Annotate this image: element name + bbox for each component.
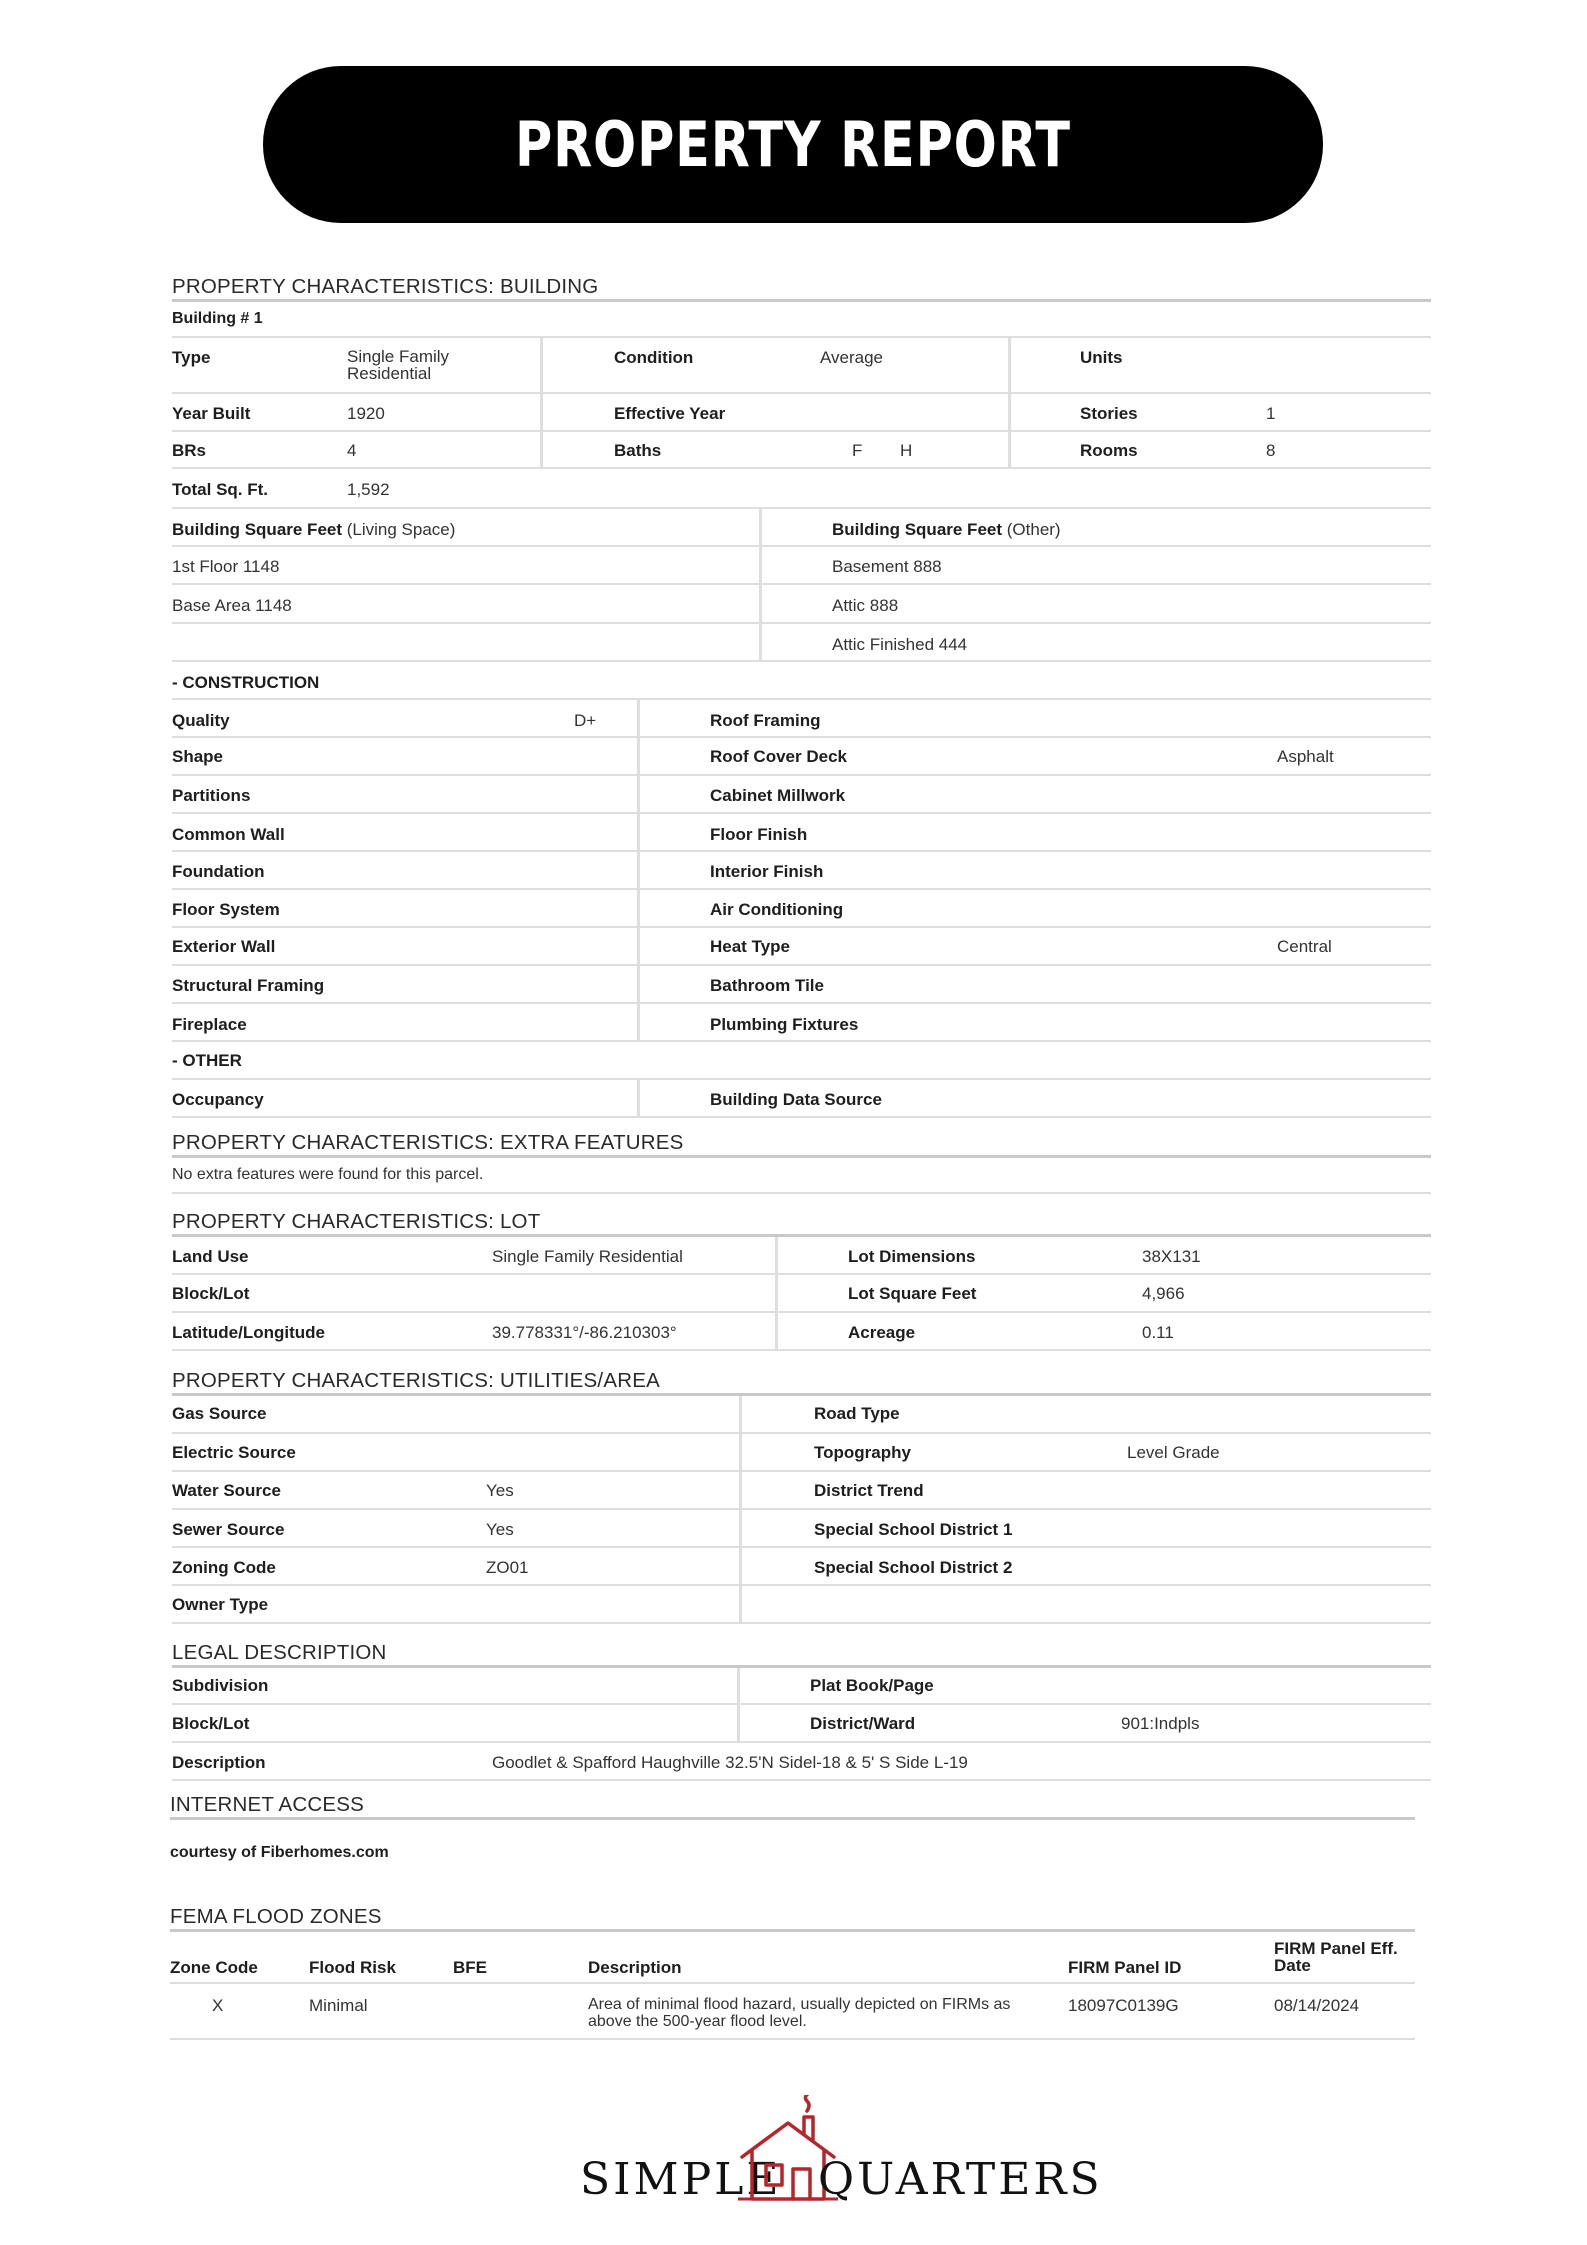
construction-row bbox=[172, 890, 1431, 928]
description-label: Description bbox=[172, 1753, 266, 1772]
other-row bbox=[172, 1080, 1431, 1118]
brs-value: 4 bbox=[347, 441, 357, 460]
legal-title: LEGAL DESCRIPTION bbox=[172, 1638, 1431, 1668]
baths-half: H bbox=[900, 441, 913, 460]
lot-left-value: Single Family Residential bbox=[492, 1247, 683, 1266]
sqft-row bbox=[172, 585, 1431, 624]
column-divider bbox=[637, 1004, 640, 1042]
fema-zone: X bbox=[212, 1996, 224, 2015]
other-item: Attic 888 bbox=[832, 596, 899, 615]
construction-rows bbox=[172, 700, 1431, 1042]
construction-left-label: Partitions bbox=[172, 786, 251, 805]
fema-panel-id: 18097C0139G bbox=[1068, 1996, 1179, 2015]
fema-header-bfe: BFE bbox=[453, 1958, 487, 1977]
utilities-title: PROPERTY CHARACTERISTICS: UTILITIES/AREA bbox=[172, 1366, 1431, 1396]
report-title-banner bbox=[263, 66, 1323, 223]
column-divider bbox=[637, 890, 640, 928]
lot-left-label: Land Use bbox=[172, 1247, 249, 1266]
extra-features-row bbox=[172, 1158, 1431, 1194]
fema-risk: Minimal bbox=[309, 1996, 368, 2015]
other-header: - OTHER bbox=[172, 1051, 242, 1070]
column-divider bbox=[739, 1472, 742, 1510]
logo-word-left: SIMPLE bbox=[580, 2154, 782, 2205]
total-sqft-value: 1,592 bbox=[347, 480, 390, 499]
construction-right-label: Roof Cover Deck bbox=[710, 747, 847, 766]
condition-value: Average bbox=[820, 348, 884, 367]
column-divider bbox=[637, 700, 640, 738]
living-space-label: Building Square Feet (Living Space) bbox=[172, 520, 456, 539]
utilities-row bbox=[172, 1434, 1431, 1472]
column-divider bbox=[739, 1548, 742, 1586]
column-divider bbox=[759, 509, 762, 547]
utilities-right-label: Topography bbox=[814, 1443, 911, 1462]
fema-description: Area of minimal flood hazard, usually depicted on FIRMs as above the 500-year flood level. bbox=[588, 1996, 1011, 2030]
construction-left-label: Exterior Wall bbox=[172, 937, 276, 956]
year-built-value: 1920 bbox=[347, 404, 385, 423]
construction-right-label: Interior Finish bbox=[710, 862, 824, 881]
column-divider bbox=[737, 1705, 740, 1743]
utilities-left-label: Gas Source bbox=[172, 1404, 267, 1423]
lot-row bbox=[172, 1275, 1431, 1313]
column-divider bbox=[775, 1275, 778, 1313]
construction-row bbox=[172, 738, 1431, 776]
lot-right-value: 38X131 bbox=[1142, 1247, 1201, 1266]
column-divider bbox=[637, 928, 640, 966]
other-space-label: Building Square Feet (Other) bbox=[832, 520, 1061, 539]
construction-right-label: Heat Type bbox=[710, 937, 790, 956]
column-divider bbox=[739, 1510, 742, 1548]
construction-row bbox=[172, 1004, 1431, 1042]
other-item: Basement 888 bbox=[832, 557, 942, 576]
fema-header-date: FIRM Panel Eff. Date bbox=[1274, 1939, 1398, 1975]
column-divider bbox=[637, 814, 640, 852]
construction-right-value: Asphalt bbox=[1277, 747, 1334, 766]
internet-body bbox=[170, 1820, 1415, 1884]
column-divider bbox=[540, 432, 543, 469]
fema-header-description: Description bbox=[588, 1958, 682, 1977]
legal-row bbox=[172, 1743, 1431, 1781]
utilities-section bbox=[172, 1366, 1431, 1624]
utilities-row bbox=[172, 1548, 1431, 1586]
effective-year-label: Effective Year bbox=[614, 404, 726, 423]
units-label: Units bbox=[1080, 348, 1123, 367]
construction-left-value: D+ bbox=[574, 711, 597, 730]
utilities-right-label: Special School District 2 bbox=[814, 1558, 1013, 1577]
living-item: Base Area 1148 bbox=[172, 596, 292, 615]
column-divider bbox=[637, 1080, 640, 1118]
column-divider bbox=[540, 394, 543, 432]
fema-date: 08/14/2024 bbox=[1274, 1996, 1360, 2015]
utilities-row bbox=[172, 1396, 1431, 1434]
utilities-row bbox=[172, 1510, 1431, 1548]
sqft-row bbox=[172, 624, 1431, 662]
lot-right-value: 4,966 bbox=[1142, 1284, 1185, 1303]
utilities-left-label: Sewer Source bbox=[172, 1520, 285, 1539]
building-number-row bbox=[172, 302, 1431, 338]
fema-header-panel: FIRM Panel ID bbox=[1068, 1958, 1182, 1977]
utilities-left-label: Owner Type bbox=[172, 1595, 269, 1614]
utilities-left-label: Electric Source bbox=[172, 1443, 296, 1462]
extra-features-section bbox=[172, 1128, 1431, 1194]
building-number: Building # 1 bbox=[172, 310, 263, 327]
utilities-left-label: Zoning Code bbox=[172, 1558, 276, 1577]
column-divider bbox=[637, 852, 640, 890]
lot-section bbox=[172, 1207, 1431, 1351]
column-divider bbox=[1008, 394, 1011, 432]
building-section bbox=[172, 272, 1431, 1118]
block-lot-label: Block/Lot bbox=[172, 1714, 250, 1733]
fema-section bbox=[170, 1902, 1415, 2040]
construction-right-label: Plumbing Fixtures bbox=[710, 1015, 859, 1034]
construction-row bbox=[172, 700, 1431, 738]
legal-section bbox=[172, 1638, 1431, 1781]
internet-section bbox=[170, 1790, 1415, 1884]
type-value: Single Family Residential bbox=[347, 347, 450, 383]
lot-left-label: Block/Lot bbox=[172, 1284, 250, 1303]
data-source-label: Building Data Source bbox=[710, 1090, 882, 1109]
construction-left-label: Fireplace bbox=[172, 1015, 247, 1034]
utilities-left-label: Water Source bbox=[172, 1481, 281, 1500]
column-divider bbox=[637, 776, 640, 814]
utilities-right-label: Special School District 1 bbox=[814, 1520, 1013, 1539]
construction-right-label: Floor Finish bbox=[710, 825, 808, 844]
internet-title: INTERNET ACCESS bbox=[170, 1790, 1415, 1820]
utilities-row bbox=[172, 1586, 1431, 1624]
construction-right-label: Air Conditioning bbox=[710, 900, 844, 919]
rooms-label: Rooms bbox=[1080, 441, 1138, 460]
brs-label: BRs bbox=[172, 441, 207, 460]
building-row bbox=[172, 432, 1431, 469]
column-divider bbox=[739, 1586, 742, 1624]
fema-header-risk: Flood Risk bbox=[309, 1958, 396, 1977]
construction-row bbox=[172, 928, 1431, 966]
column-divider bbox=[540, 338, 543, 394]
construction-row bbox=[172, 966, 1431, 1004]
construction-right-value: Central bbox=[1277, 937, 1332, 956]
description-value: Goodlet & Spafford Haughville 32.5'N Sidel-18 & 5' S Side L-19 bbox=[492, 1753, 968, 1772]
construction-row bbox=[172, 776, 1431, 814]
construction-row bbox=[172, 814, 1431, 852]
subdivision-label: Subdivision bbox=[172, 1676, 269, 1695]
lot-right-label: Lot Square Feet bbox=[848, 1284, 977, 1303]
building-row bbox=[172, 394, 1431, 432]
lot-left-label: Latitude/Longitude bbox=[172, 1323, 325, 1342]
other-header-row bbox=[172, 1042, 1431, 1080]
report-title: PROPERTY REPORT bbox=[515, 108, 1071, 181]
construction-left-label: Floor System bbox=[172, 900, 280, 919]
utilities-right-value: Level Grade bbox=[1127, 1443, 1220, 1462]
construction-row bbox=[172, 852, 1431, 890]
utilities-right-label: Road Type bbox=[814, 1404, 900, 1423]
column-divider bbox=[775, 1237, 778, 1275]
column-divider bbox=[1008, 432, 1011, 469]
extra-features-note: No extra features were found for this parcel. bbox=[172, 1166, 484, 1183]
building-row bbox=[172, 469, 1431, 509]
extra-features-title: PROPERTY CHARACTERISTICS: EXTRA FEATURES bbox=[172, 1128, 1431, 1158]
type-label: Type bbox=[172, 348, 211, 367]
fema-header-zone: Zone Code bbox=[170, 1958, 258, 1977]
other-item: Attic Finished 444 bbox=[832, 635, 968, 654]
fema-title: FEMA FLOOD ZONES bbox=[170, 1902, 1415, 1932]
construction-left-label: Quality bbox=[172, 711, 230, 730]
utilities-right-label: District Trend bbox=[814, 1481, 924, 1500]
construction-header: - CONSTRUCTION bbox=[172, 673, 320, 692]
lot-left-value: 39.778331°/-86.210303° bbox=[492, 1323, 677, 1342]
stories-value: 1 bbox=[1266, 404, 1276, 423]
stories-label: Stories bbox=[1080, 404, 1138, 423]
lot-row bbox=[172, 1313, 1431, 1351]
column-divider bbox=[1008, 338, 1011, 394]
simple-quarters-logo bbox=[580, 2090, 1103, 2210]
utilities-left-value: Yes bbox=[486, 1481, 514, 1500]
legal-row bbox=[172, 1705, 1431, 1743]
district-label: District/Ward bbox=[810, 1714, 916, 1733]
column-divider bbox=[759, 624, 762, 662]
utilities-left-value: Yes bbox=[486, 1520, 514, 1539]
construction-right-label: Bathroom Tile bbox=[710, 976, 824, 995]
condition-label: Condition bbox=[614, 348, 694, 367]
baths-full: F bbox=[852, 441, 863, 460]
sqft-header-row bbox=[172, 509, 1431, 547]
lot-right-label: Lot Dimensions bbox=[848, 1247, 976, 1266]
column-divider bbox=[737, 1668, 740, 1705]
baths-label: Baths bbox=[614, 441, 662, 460]
internet-courtesy: courtesy of Fiberhomes.com bbox=[170, 1844, 389, 1861]
lot-title: PROPERTY CHARACTERISTICS: LOT bbox=[172, 1207, 1431, 1237]
fema-header-row bbox=[170, 1932, 1415, 1984]
column-divider bbox=[759, 585, 762, 624]
occupancy-label: Occupancy bbox=[172, 1090, 264, 1109]
utilities-row bbox=[172, 1472, 1431, 1510]
fema-data-row bbox=[170, 1984, 1415, 2040]
building-row bbox=[172, 338, 1431, 394]
construction-left-label: Shape bbox=[172, 747, 224, 766]
district-value: 901:Indpls bbox=[1121, 1714, 1200, 1733]
construction-left-label: Foundation bbox=[172, 862, 265, 881]
utilities-left-value: ZO01 bbox=[486, 1558, 529, 1577]
construction-right-label: Cabinet Millwork bbox=[710, 786, 846, 805]
column-divider bbox=[759, 547, 762, 585]
column-divider bbox=[775, 1313, 778, 1351]
year-built-label: Year Built bbox=[172, 404, 251, 423]
construction-header-row bbox=[172, 662, 1431, 700]
lot-row bbox=[172, 1237, 1431, 1275]
column-divider bbox=[739, 1434, 742, 1472]
building-section-title: PROPERTY CHARACTERISTICS: BUILDING bbox=[172, 272, 1431, 302]
construction-left-label: Common Wall bbox=[172, 825, 285, 844]
lot-right-value: 0.11 bbox=[1142, 1323, 1174, 1342]
column-divider bbox=[637, 738, 640, 776]
living-item: 1st Floor 1148 bbox=[172, 557, 280, 576]
lot-right-label: Acreage bbox=[848, 1323, 916, 1342]
column-divider bbox=[739, 1396, 742, 1434]
logo-word-right: QUARTERS bbox=[818, 2154, 1103, 2205]
construction-right-label: Roof Framing bbox=[710, 711, 821, 730]
construction-left-label: Structural Framing bbox=[172, 976, 325, 995]
sqft-row bbox=[172, 547, 1431, 585]
rooms-value: 8 bbox=[1266, 441, 1276, 460]
column-divider bbox=[637, 966, 640, 1004]
plat-label: Plat Book/Page bbox=[810, 1676, 934, 1695]
total-sqft-label: Total Sq. Ft. bbox=[172, 480, 269, 499]
legal-row bbox=[172, 1668, 1431, 1705]
